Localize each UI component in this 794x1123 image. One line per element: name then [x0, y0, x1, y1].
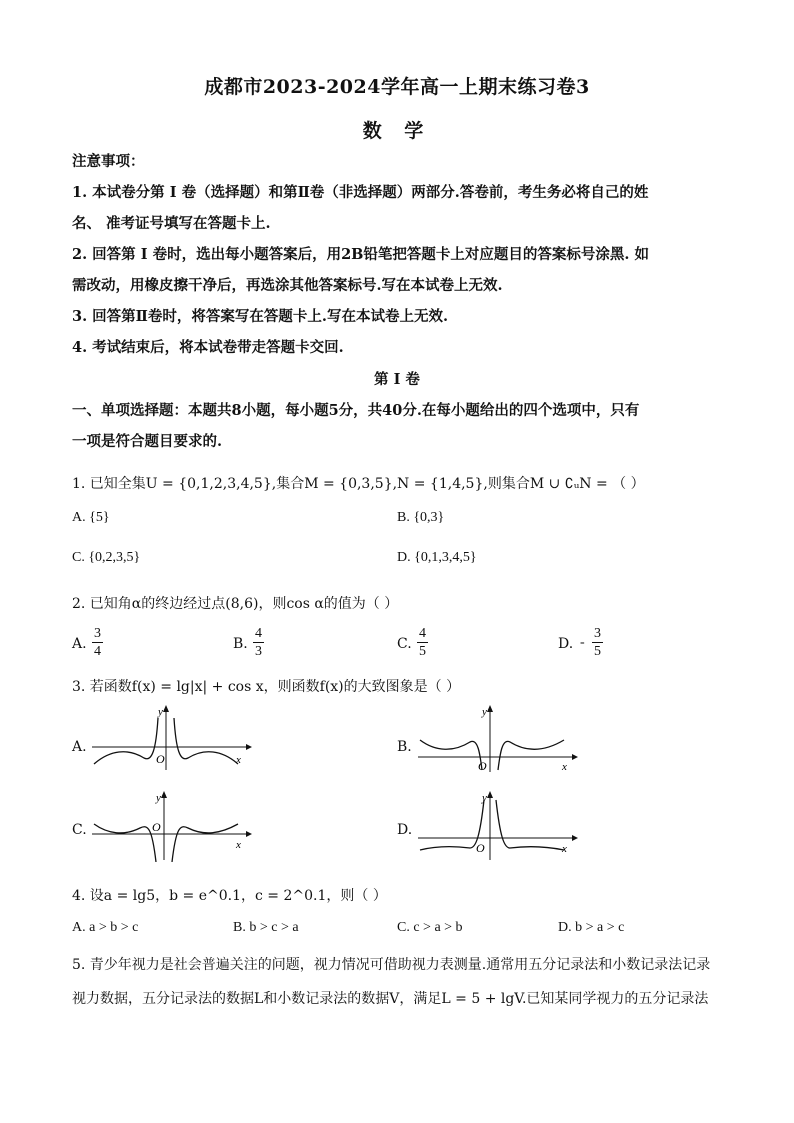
graph-a-right-branch	[174, 718, 238, 764]
graph-b-origin-label: O	[478, 759, 487, 772]
graph-c-left-branch	[94, 824, 156, 862]
graph-a-x-arrow	[246, 744, 252, 750]
q3-option-c-label: C.	[72, 822, 87, 838]
q2-option-d-sign: -	[580, 635, 585, 650]
graph-d-y-arrow	[487, 791, 493, 798]
q2-b-numerator: 4	[255, 626, 262, 641]
q4-option-c: C. c > a > b	[397, 920, 463, 935]
q3-option-a-label: A.	[72, 739, 87, 755]
note-1-line-1: 1. 本试卷分第 I 卷（选择题）和第Ⅱ卷（非选择题）两部分.答卷前，考生务必将自己的姓	[72, 184, 649, 201]
q2-c-denominator: 5	[419, 644, 426, 659]
q3-graph-c	[88, 786, 258, 862]
volume-title: 第 I 卷	[374, 371, 420, 388]
q2-d-denominator: 5	[594, 644, 601, 659]
q2-stem: 2. 已知角α的终边经过点(8,6)，则cos α的值为（ ）	[72, 596, 399, 612]
q2-c-numerator: 4	[419, 626, 426, 641]
q2-option-d-label: D.	[558, 636, 574, 652]
q2-option-c-label: C.	[397, 636, 412, 652]
graph-b-right-branch	[498, 740, 564, 770]
note-1-line-2: 名、 准考证号填写在答题卡上.	[72, 215, 271, 232]
part1-heading-line-2: 一项是符合题目要求的.	[72, 433, 223, 450]
q2-b-denominator: 3	[255, 644, 262, 659]
graph-b-y-arrow	[487, 705, 493, 712]
graph-b-x-label: x	[562, 761, 567, 772]
q2-a-numerator: 3	[94, 626, 101, 641]
graph-d-x-label: x	[562, 843, 567, 855]
q3-option-d-label: D.	[397, 822, 413, 838]
q3-stem: 3. 若函数f(x) = lg|x| + cos x，则函数f(x)的大致图象是（ ）	[72, 679, 461, 695]
page-title: 成都市2023-2024学年高一上期末练习卷3	[204, 76, 590, 98]
q1-stem: 1. 已知全集U = {0,1,2,3,4,5},集合M = {0,3,5},N = {1,4,5},则集合M ∪ ∁ᵤN = （ ）	[72, 476, 645, 492]
graph-b-x-arrow	[572, 754, 578, 760]
graph-c-y-arrow	[161, 791, 167, 798]
graph-c-x-label: x	[236, 839, 241, 851]
q4-option-b: B. b > c > a	[233, 920, 299, 935]
q5-line-2: 视力数据，五分记录法的数据L和小数记录法的数据V，满足L = 5 + lgV.已知某同学视力的五分记录法	[72, 991, 709, 1007]
graph-b-y-label: y	[482, 706, 487, 718]
q2-option-a-label: A.	[72, 636, 87, 652]
q1-option-a: A. {5}	[72, 510, 110, 525]
q2-option-b-fraction	[253, 625, 264, 660]
q1-option-c: C. {0,2,3,5}	[72, 550, 141, 565]
notes-heading: 注意事项：	[72, 153, 145, 170]
graph-d-right-branch	[496, 800, 564, 850]
q4-option-d: D. b > a > c	[558, 920, 625, 935]
graph-c-right-branch	[172, 824, 238, 862]
graph-a-left-branch	[94, 718, 158, 764]
graph-c-origin-label: O	[152, 820, 161, 834]
graph-a-x-label: x	[236, 754, 241, 766]
q2-option-c-fraction	[417, 625, 428, 660]
note-3: 3. 回答第Ⅱ卷时，将答案写在答题卡上.写在本试卷上无效.	[72, 308, 448, 325]
graph-a-origin-label: O	[156, 752, 165, 766]
q5-line-1: 5. 青少年视力是社会普遍关注的问题，视力情况可借助视力表测量.通常用五分记录法和小数记录法记录	[72, 957, 711, 973]
q3-graph-a	[88, 700, 258, 772]
q2-d-numerator: 3	[594, 626, 601, 641]
graph-d-y-label: y	[482, 792, 487, 804]
q4-stem: 4. 设a = lg5，b = e^0.1，c = 2^0.1，则（ ）	[72, 888, 387, 904]
graph-d-left-branch	[420, 800, 484, 850]
note-2-line-1: 2. 回答第 I 卷时，选出每小题答案后，用2B铅笔把答题卡上对应题目的答案标号涂黑. 如	[72, 246, 650, 263]
graph-a-y-arrow	[163, 705, 169, 712]
graph-a-y-label: y	[158, 706, 163, 718]
graph-d-origin-label: O	[476, 841, 485, 855]
note-2-line-2: 需改动，用橡皮擦干净后，再选涂其他答案标号.写在本试卷上无效.	[72, 277, 503, 294]
subject-title: 数 学	[362, 120, 432, 142]
graph-d-x-arrow	[572, 835, 578, 841]
graph-c-y-label: y	[156, 792, 161, 804]
q3-option-b-label: B.	[397, 739, 412, 755]
q4-option-a: A. a > b > c	[72, 920, 139, 935]
q2-option-d-fraction	[592, 625, 603, 660]
graph-b-left-branch	[420, 740, 482, 770]
q1-option-d: D. {0,1,3,4,5}	[397, 550, 477, 565]
q2-option-b-label: B.	[233, 636, 248, 652]
note-4: 4. 考试结束后，将本试卷带走答题卡交回.	[72, 339, 344, 356]
q1-option-b: B. {0,3}	[397, 510, 445, 525]
part1-heading-line-1: 一、单项选择题：本题共8小题，每小题5分，共40分.在每小题给出的四个选项中，只有	[72, 402, 640, 419]
q3-graph-d	[414, 786, 584, 862]
graph-c-x-arrow	[246, 831, 252, 837]
q3-graph-b	[414, 700, 584, 772]
q2-option-a-fraction	[92, 625, 103, 660]
q2-a-denominator: 4	[94, 644, 101, 659]
